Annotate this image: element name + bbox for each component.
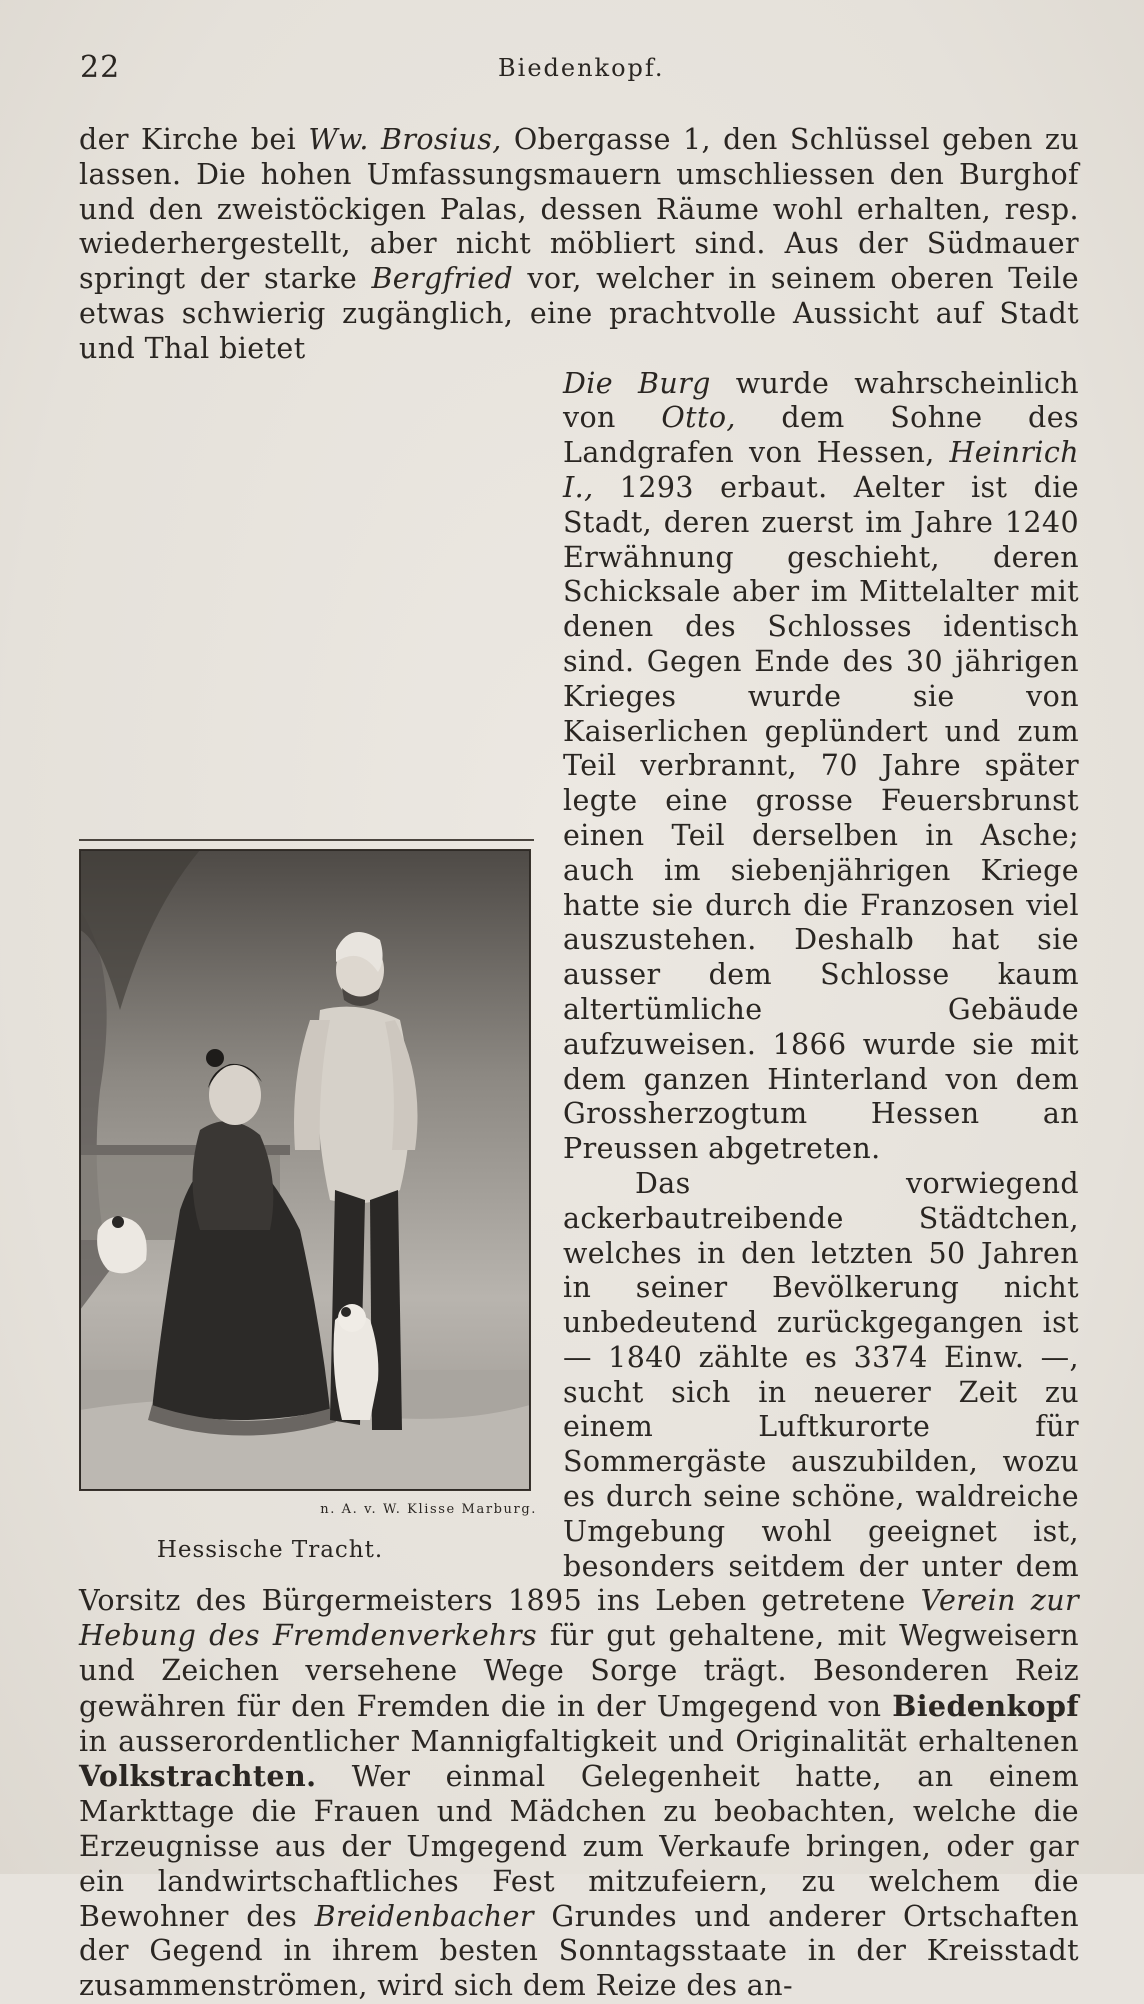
figure-caption: Hessische Tracht. (156, 1536, 384, 1563)
photo-hessische-tracht (79, 849, 531, 1491)
paragraph-3: Das vorwiegend ackerbautreibende Städtchen, welches in den letzten 50 Jahren in seiner Bevölkerung nicht unbedeutend zurückgegangen ist — 1840 zählte es 3374 Einw. —, sucht sich in neuerer Zeit zu einem Luftkurorte für Sommergäste auszubilden, wozu es durch seine schöne, waldreiche Umgebung wohl geeignet ist, besonders seitdem der unter dem Vorsitz des Bürgermeisters 1895 ins Leben getretene Verein zur Hebung des Fremdenverkehrs für gut gehaltene, mit Wegweisern und Zeichen versehene Wege Sorge trägt. Besonderen Reiz gewähren für den Fremden die in der Umgegend von Biedenkopf in ausserordentlicher Mannigfaltigkeit und Originalität erhaltenen Volkstrachten. Wer einmal Gelegenheit hatte, an einem Markttage die Frauen und Mädchen zu beobachten, welche die Erzeugnisse aus der Umgegend zum Verkaufe bringen, oder gar ein landwirtschaftliches Fest mitzufeiern, zu welchem die Bewohner des Breidenbacher Grundes und anderer Ortschaften der Gegend in ihrem besten Sonntagsstaate in der Kreisstadt zusammenströmen, wird sich dem Reize des an- (79, 1166, 1079, 2003)
running-title: Biedenkopf. (498, 54, 665, 82)
photo-illustration (80, 850, 530, 1490)
photo-credit: n. A. v. W. Klisse Marburg. (320, 1501, 537, 1517)
figure (79, 839, 541, 1563)
page-header (80, 50, 1080, 90)
paragraph-1: der Kirche bei Ww. Brosius, Obergasse 1, den Schlüssel geben zu lassen. Die hohen Umfassungsmauern umschliessen den Burghof und den zweistöckigen Palas, dessen Räume wohl erhalten, resp. wiederhergestellt, aber nicht möbliert sind. Aus der Südmauer springt der starke Bergfried vor, welcher in seinem oberen Teile etwas schwierig zugänglich, eine prachtvolle Aussicht auf Stadt und Thal bietet (79, 123, 1080, 365)
body-text (79, 123, 1079, 2004)
figure-rule (79, 839, 534, 841)
page-number: 22 (80, 50, 121, 85)
paragraph-2: Die Burg wurde wahrscheinlich von Otto, dem Sohne des Landgrafen von Hessen, Heinrich I., 1293 erbaut. Aelter ist die Stadt, deren zuerst im Jahre 1240 Erwähnung geschieht, deren Schicksale aber im Mittelalter mit denen des Schlosses identisch sind. Gegen Ende des 30 jährigen Krieges wurde sie von Kaiserlichen geplündert und zum Teil verbrannt, 70 Jahre später legte eine grosse Feuersbrunst einen Teil derselben in Asche; auch im siebenjährigen Kriege hatte sie durch die Franzosen viel auszustehen. Deshalb hat sie ausser dem Schlosse kaum altertümliche Gebäude aufzuweisen. 1866 wurde sie mit dem ganzen Hinterland von dem Grossherzogtum Hessen an Preussen abgetreten. (563, 366, 1079, 1166)
